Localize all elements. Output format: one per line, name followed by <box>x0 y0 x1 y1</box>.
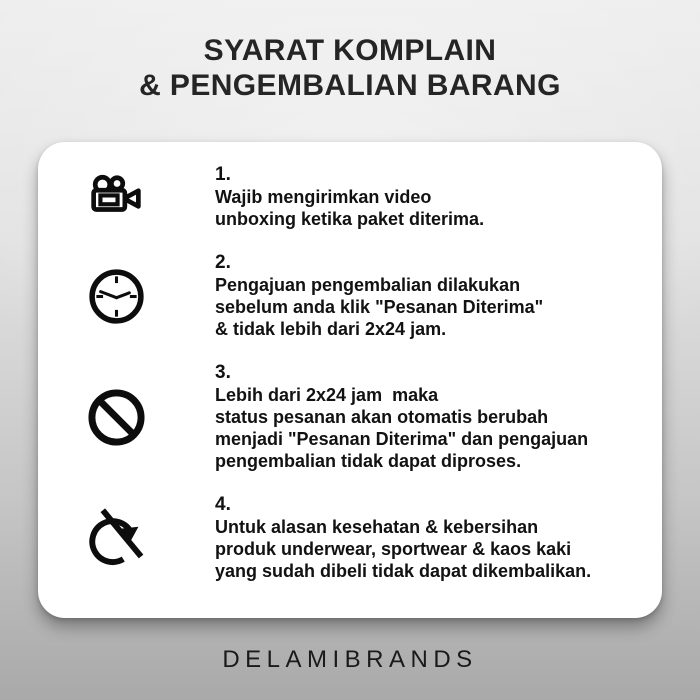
item-text-line: menjadi "Pesanan Diterima" dan pengajuan <box>215 429 589 449</box>
policy-item-3 <box>38 362 662 472</box>
item-text-line: sebelum anda klik "Pesanan Diterima" <box>215 297 544 317</box>
item-text-line: & tidak lebih dari 2x24 jam. <box>215 319 447 339</box>
item-text-line: status pesanan akan otomatis berubah <box>215 407 549 427</box>
item-number: 1. <box>215 164 231 185</box>
policy-item-1 <box>38 164 662 230</box>
item-text-line: unboxing ketika paket diterima. <box>215 209 485 229</box>
policy-card <box>38 142 662 618</box>
policy-item-4-text <box>194 494 591 582</box>
policy-item-3-text <box>194 362 588 472</box>
clock-icon <box>38 266 194 327</box>
item-text-line: Wajib mengirimkan video <box>215 187 432 207</box>
item-text-line: yang sudah dibeli tidak dapat dikembalikan. <box>215 561 592 581</box>
title-line-1: SYARAT KOMPLAIN <box>203 34 497 67</box>
item-text-line: pengembalian tidak dapat diproses. <box>215 451 522 471</box>
item-text-line: Untuk alasan kesehatan & kebersihan <box>215 517 539 537</box>
prohibited-icon <box>38 386 194 449</box>
brand-logo-text: DELAMIBRANDS <box>222 646 478 673</box>
policy-item-2-text <box>194 252 543 340</box>
title-line-2: & PENGEMBALIAN BARANG <box>139 69 561 102</box>
policy-item-2 <box>38 252 662 340</box>
item-text-line: produk underwear, sportwear & kaos kaki <box>215 539 572 559</box>
item-text-line: Pengajuan pengembalian dilakukan <box>215 275 521 295</box>
video-camera-icon <box>38 171 194 223</box>
no-return-icon <box>38 505 194 571</box>
item-number: 4. <box>215 494 231 515</box>
page-title <box>0 0 700 103</box>
item-number: 3. <box>215 362 231 383</box>
policy-item-4 <box>38 494 662 582</box>
item-number: 2. <box>215 252 231 273</box>
item-text-line: Lebih dari 2x24 jam maka <box>215 385 439 405</box>
policy-item-1-text <box>194 164 484 230</box>
brand-logo <box>0 646 700 674</box>
